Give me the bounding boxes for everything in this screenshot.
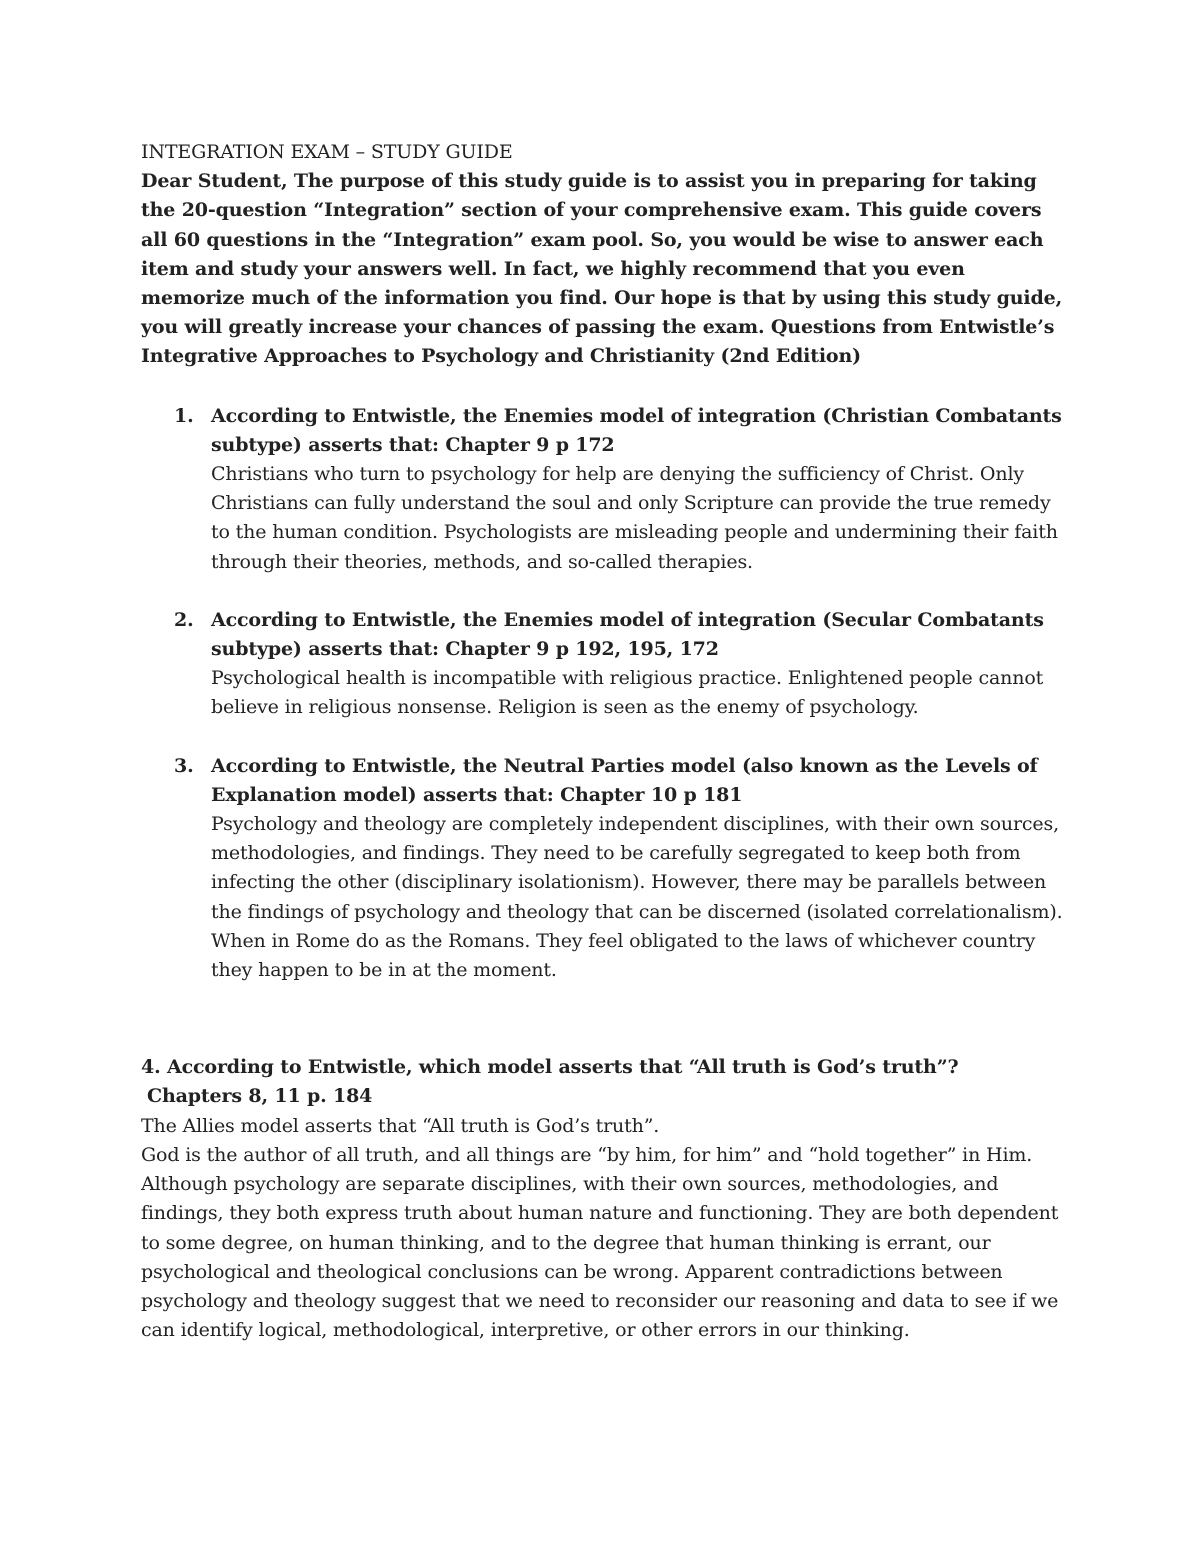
question-number: 3. bbox=[174, 754, 194, 777]
answer-text: Psychology and theology are completely independent disciplines, with their own sources, methodologies, and findings. They need to be carefully segregated to keep both from infecting the other (disciplinary isolationism). However, there may be parallels between the findings of psychology and theology that can be discerned (isolated correlationalism). When in Rome do as the Romans. They feel obligated to the laws of whichever country they happen to be in at the moment. bbox=[211, 813, 1063, 982]
question-4-text: 4. According to Entwistle, which model asserts that “All truth is God’s truth”? bbox=[141, 1056, 959, 1079]
question-4-chapters: Chapters 8, 11 p. 184 bbox=[147, 1085, 373, 1108]
question-item bbox=[141, 402, 1071, 577]
intro-paragraph: Dear Student, The purpose of this study guide is to assist you in preparing for taking the 20-question “Integration” section of your comprehensive exam. This guide covers all 60 questions in the “Integration” exam pool. So, you would be wise to answer each item and study your answers well. In fact, we highly recommend that you even memorize much of the information you find. Our hope is that by using this study guide, you will greatly increase your chances of passing the exam. Questions from Entwistle’s Integrative Approaches to Psychology and Christianity (2nd Edition) bbox=[141, 170, 1063, 368]
answer-text: Psychological health is incompatible with religious practice. Enlightened people cannot believe in religious nonsense. Religion is seen as the enemy of psychology. bbox=[211, 667, 1044, 719]
question-4 bbox=[141, 1053, 1071, 1345]
document-title: INTEGRATION EXAM – STUDY GUIDE bbox=[141, 141, 513, 163]
question-item bbox=[141, 606, 1071, 723]
question-text: According to Entwistle, the Neutral Parties model (also known as the Levels of Explanation model) asserts that: Chapter 10 p 181 bbox=[211, 754, 1038, 806]
question-text: According to Entwistle, the Enemies model of integration (Secular Combatants subtype) asserts that: Chapter 9 p 192, 195, 172 bbox=[211, 608, 1044, 661]
question-number: 2. bbox=[174, 608, 194, 631]
question-text: According to Entwistle, the Enemies model of integration (Christian Combatants subtype) asserts that: Chapter 9 p 172 bbox=[211, 404, 1062, 456]
answer-text: Christians who turn to psychology for help are denying the sufficiency of Christ. Only Christians can fully understand the soul and only Scripture can provide the true remedy to the human condition. Psychologists are misleading people and undermining their faith through their theories, methods, and so-called therapies. bbox=[211, 463, 1058, 573]
question-4-answer-body: God is the author of all truth, and all things are “by him, for him” and “hold together” in Him. Although psychology are separate disciplines, with their own sources, methodologies, and findings, they both express truth about human nature and functioning. They are both dependent to some degree, on human thinking, and to the degree that human thinking is errant, our psychological and theological conclusions can be wrong. Apparent contradictions between psychology and theology suggest that we need to reconsider our reasoning and data to see if we can identify logical, methodological, interpretive, or other errors in our thinking. bbox=[141, 1143, 1059, 1342]
question-4-answer-line: The Allies model asserts that “All truth is God’s truth”. bbox=[141, 1114, 660, 1137]
question-list bbox=[141, 402, 1071, 986]
document-page bbox=[141, 138, 1071, 1345]
question-item bbox=[141, 752, 1071, 986]
question-number: 1. bbox=[174, 404, 194, 427]
